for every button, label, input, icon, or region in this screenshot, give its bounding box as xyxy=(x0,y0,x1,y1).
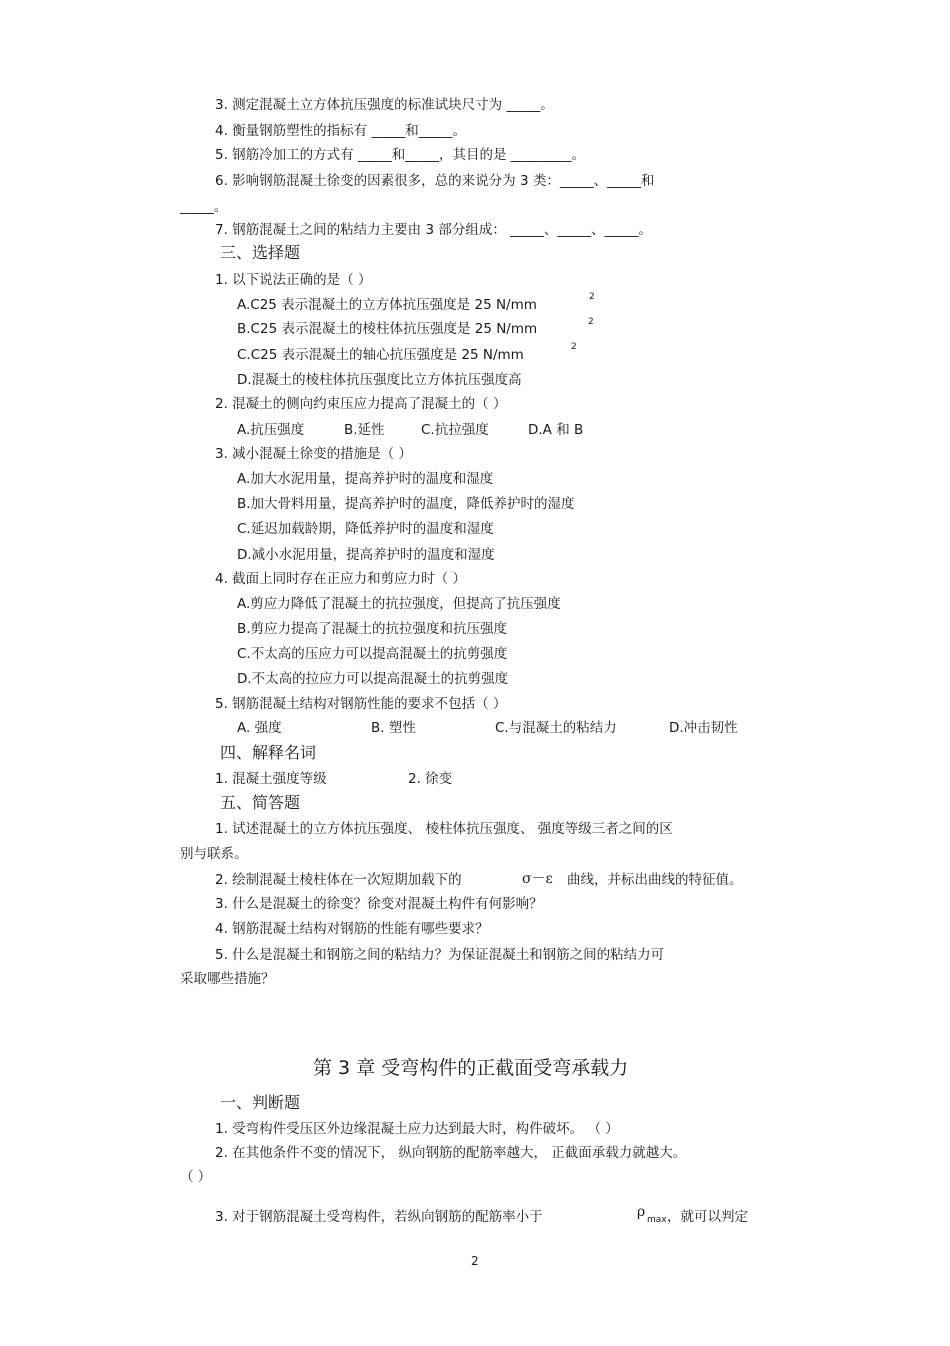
choice-question-2: 2. 混凝土的侧向约束压应力提高了混凝土的（ ） xyxy=(215,396,507,412)
fill-blank-7: 7. 钢筋混凝土之间的粘结力主要由 3 部分组成： _____、_____、_____。 xyxy=(215,222,652,238)
fill-blank-3: 3. 测定混凝土立方体抗压强度的标准试块尺寸为 _____。 xyxy=(215,97,554,113)
short-answer-4: 4. 钢筋混凝土结构对钢筋的性能有哪些要求？ xyxy=(215,921,489,937)
choice-option-4d: D.不太高的拉应力可以提高混凝土的抗剪强度 xyxy=(237,671,509,687)
term-1: 1. 混凝土强度等级 xyxy=(215,771,327,787)
rho-symbol: ρ xyxy=(637,1204,646,1220)
superscript: 2 xyxy=(588,317,594,327)
choice-option-3a: A.加大水泥用量，提高养护时的温度和湿度 xyxy=(237,471,494,487)
choice-option-5d: D.冲击韧性 xyxy=(669,720,738,736)
choice-option-4c: C.不太高的压应力可以提高混凝土的抗剪强度 xyxy=(237,646,508,662)
choice-option-1b: B.C25 表示混凝土的棱柱体抗压强度是 25 N/mm xyxy=(237,321,538,337)
choice-question-4: 4. 截面上同时存在正应力和剪应力时（ ） xyxy=(215,571,466,587)
chapter-title: 第 3 章 受弯构件的正截面受弯承载力 xyxy=(313,1057,629,1079)
choice-option-2c: C.抗拉强度 xyxy=(421,422,489,438)
choice-option-3b: B.加大骨料用量，提高养护时的温度，降低养护时的湿度 xyxy=(237,496,575,512)
fill-blank-6: 6. 影响钢筋混凝土徐变的因素很多，总的来说分为 3 类：_____、_____和 xyxy=(215,173,655,189)
choice-option-1c: C.C25 表示混凝土的轴心抗压强度是 25 N/mm xyxy=(237,347,524,363)
true-false-3: 3. 对于钢筋混凝土受弯构件，若纵向钢筋的配筋率小于 xyxy=(215,1209,543,1225)
choice-option-1a: A.C25 表示混凝土的立方体抗压强度是 25 N/mm xyxy=(237,297,537,313)
choice-question-3: 3. 减小混凝土徐变的措施是（ ） xyxy=(215,446,412,462)
section-heading-terms: 四、解释名词 xyxy=(220,743,317,762)
section-heading-short-answer: 五、简答题 xyxy=(220,793,301,812)
choice-option-1d: D.混凝土的棱柱体抗压强度比立方体抗压强度高 xyxy=(237,372,522,388)
choice-question-1: 1. 以下说法正确的是（ ） xyxy=(215,272,372,288)
choice-option-2b: B.延性 xyxy=(344,422,385,438)
short-answer-3: 3. 什么是混凝土的徐变？徐变对混凝土构件有何影响？ xyxy=(215,896,543,912)
fill-blank-6-cont: _____。 xyxy=(180,199,228,215)
choice-option-2d: D.A 和 B xyxy=(528,422,584,438)
choice-option-5b: B. 塑性 xyxy=(371,720,416,736)
choice-option-2a: A.抗压强度 xyxy=(237,422,305,438)
subscript-max: max xyxy=(647,1215,667,1225)
short-answer-2-cont: 曲线，并标出曲线的特征值。 xyxy=(567,872,743,888)
fill-blank-4: 4. 衡量钢筋塑性的指标有 _____和_____。 xyxy=(215,123,466,139)
short-answer-2: 2. 绘制混凝土棱柱体在一次短期加载下的 xyxy=(215,872,462,888)
choice-question-5: 5. 钢筋混凝土结构对钢筋性能的要求不包括（ ） xyxy=(215,696,507,712)
section-heading-true-false: 一、判断题 xyxy=(220,1093,301,1112)
sigma-epsilon-symbol: σ－ε xyxy=(522,871,553,887)
short-answer-1: 1. 试述混凝土的立方体抗压强度、 棱柱体抗压强度、 强度等级三者之间的区 xyxy=(215,821,673,837)
true-false-2-cont: （ ） xyxy=(180,1169,212,1185)
superscript: 2 xyxy=(589,292,595,302)
superscript: 2 xyxy=(571,342,577,352)
short-answer-5-cont: 采取哪些措施？ xyxy=(180,971,275,987)
true-false-3-cont: ，就可以判定 xyxy=(667,1209,748,1225)
choice-option-4a: A.剪应力降低了混凝土的抗拉强度，但提高了抗压强度 xyxy=(237,596,561,612)
section-heading-choice: 三、选择题 xyxy=(220,243,301,262)
choice-option-3d: D.减小水泥用量，提高养护时的温度和湿度 xyxy=(237,547,495,563)
true-false-1: 1. 受弯构件受压区外边缘混凝土应力达到最大时，构件破坏。 （ ） xyxy=(215,1121,619,1137)
true-false-2: 2. 在其他条件不变的情况下， 纵向钢筋的配筋率越大， 正截面承载力就越大。 xyxy=(215,1145,687,1161)
choice-option-4b: B.剪应力提高了混凝土的抗拉强度和抗压强度 xyxy=(237,621,508,637)
choice-option-3c: C.延迟加载龄期，降低养护时的温度和湿度 xyxy=(237,521,494,537)
choice-option-5c: C.与混凝土的粘结力 xyxy=(495,720,617,736)
short-answer-5: 5. 什么是混凝土和钢筋之间的粘结力？为保证混凝土和钢筋之间的粘结力可 xyxy=(215,947,665,963)
page-number: 2 xyxy=(471,1254,479,1268)
short-answer-1-cont: 别与联系。 xyxy=(180,846,248,862)
term-2: 2. 徐变 xyxy=(408,771,453,787)
choice-option-5a: A. 强度 xyxy=(237,720,282,736)
fill-blank-5: 5. 钢筋冷加工的方式有 _____和_____，其目的是 _________。 xyxy=(215,147,586,163)
